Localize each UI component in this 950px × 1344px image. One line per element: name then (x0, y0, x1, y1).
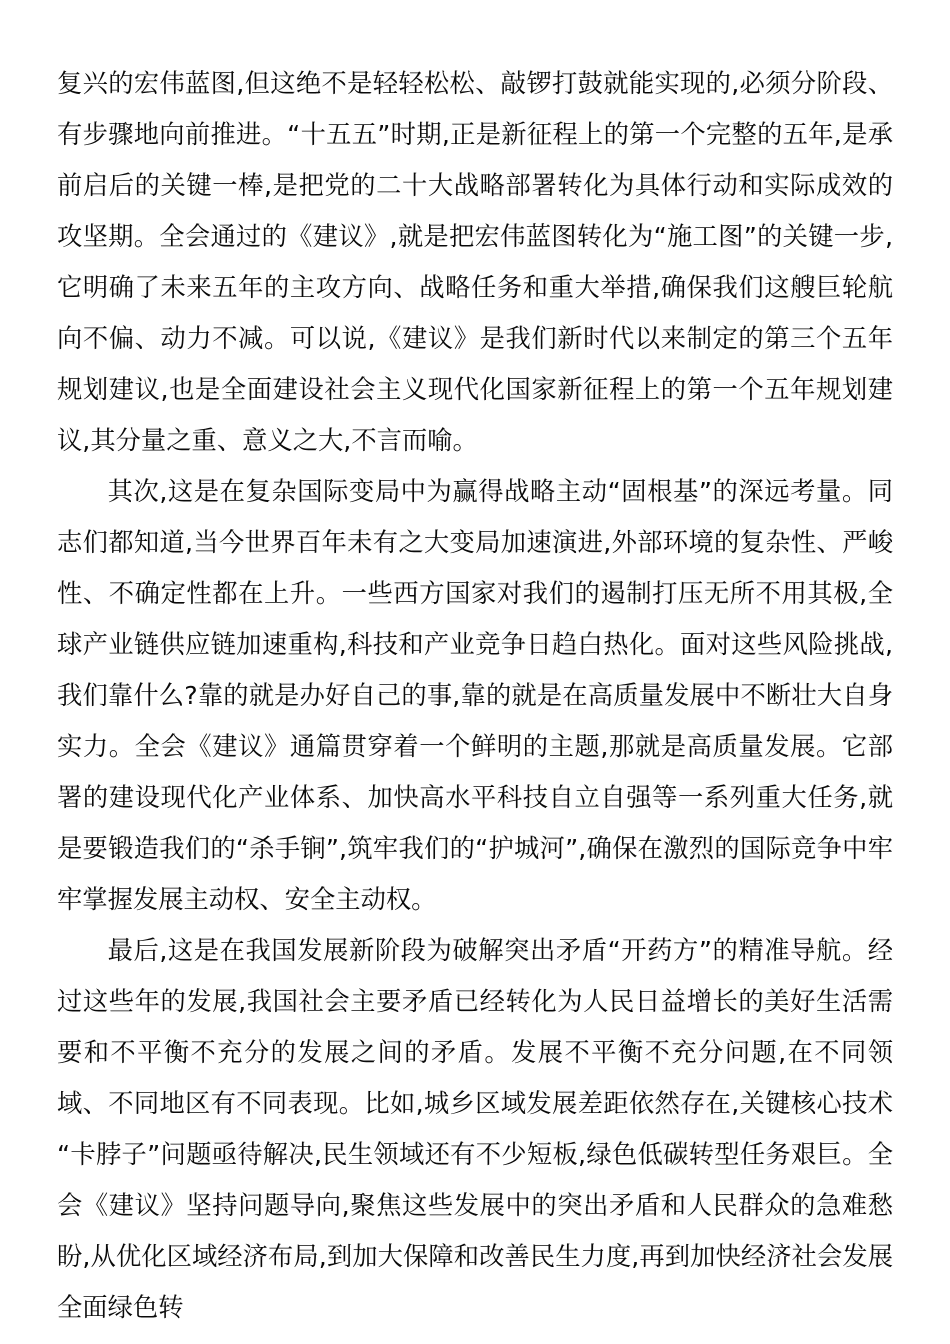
paragraph-3: 最后,这是在我国发展新阶段为破解突出矛盾“开药方”的精准导航。经过这些年的发展,我国社会主要矛盾已经转化为人民日益增长的美好生活需要和不平衡不充分的发展之间的矛盾。发展不平衡不充分问题,在不同领域、不同地区有不同表现。比如,城乡区域发展差距依然存在,关键核心技术“卡脖子”问题亟待解决,民生领域还有不少短板,绿色低碳转型任务艰巨。全会《建议》坚持问题导向,聚焦这些发展中的突出矛盾和人民群众的急难愁盼,从优化区域经济布局,到加大保障和改善民生力度,再到加快经济社会发展全面绿色转 (57, 936, 893, 1322)
page-text-block (57, 58, 893, 1333)
paragraph-2: 其次,这是在复杂国际变局中为赢得战略主动“固根基”的深远考量。同志们都知道,当今世界百年未有之大变局加速演进,外部环境的复杂性、严峻性、不确定性都在上升。一些西方国家对我们的遏制打压无所不用其极,全球产业链供应链加速重构,科技和产业竞争日趋白热化。面对这些风险挑战,我们靠什么?靠的就是办好自己的事,靠的就是在高质量发展中不断壮大自身实力。全会《建议》通篇贯穿着一个鲜明的主题,那就是高质量发展。它部署的建设现代化产业体系、加快高水平科技自立自强等一系列重大任务,就是要锻造我们的“杀手锏”,筑牢我们的“护城河”,确保在激烈的国际竞争中牢牢掌握发展主动权、安全主动权。 (57, 477, 893, 914)
paragraph-1: 复兴的宏伟蓝图,但这绝不是轻轻松松、敲锣打鼓就能实现的,必须分阶段、有步骤地向前推进。“十五五”时期,正是新征程上的第一个完整的五年,是承前启后的关键一棒,是把党的二十大战略部署转化为具体行动和实际成效的攻坚期。全会通过的《建议》,就是把宏伟蓝图转化为“施工图”的关键一步,它明确了未来五年的主攻方向、战略任务和重大举措,确保我们这艘巨轮航向不偏、动力不减。可以说,《建议》是我们新时代以来制定的第三个五年规划建议,也是全面建设社会主义现代化国家新征程上的第一个五年规划建议,其分量之重、意义之大,不言而喻。 (57, 69, 893, 455)
